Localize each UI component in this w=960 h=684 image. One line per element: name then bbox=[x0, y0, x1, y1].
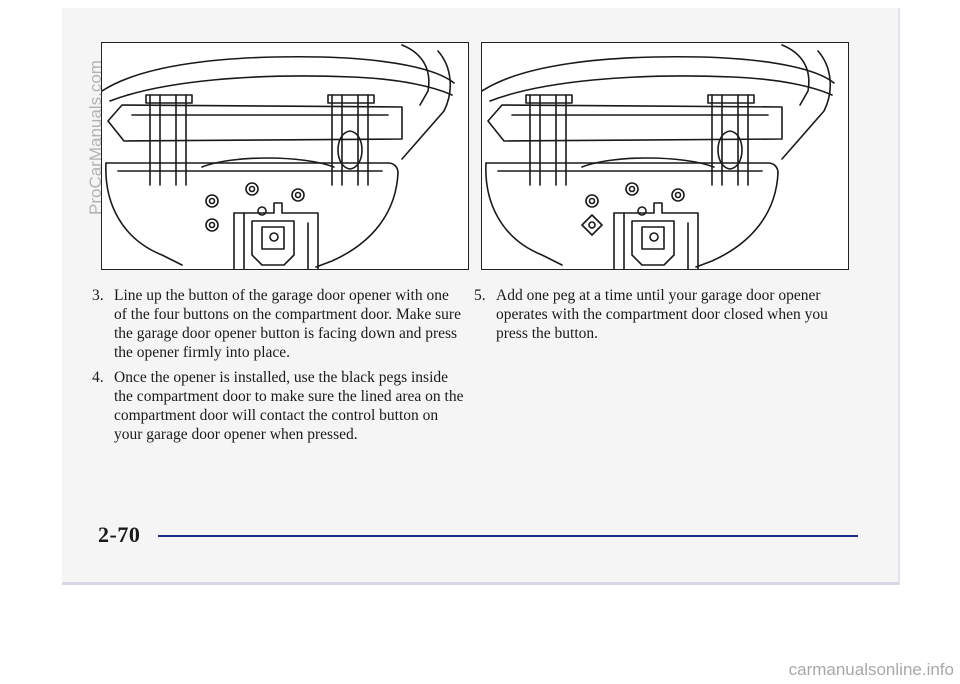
step-text: Once the opener is installed, use the black pegs inside the compartment door to make sure the lined area on the compartment door will contact the control button on your garage door opener when pressed. bbox=[114, 369, 464, 443]
compartment-illustration-left bbox=[101, 42, 469, 270]
footer-rule bbox=[158, 535, 858, 537]
page-footer bbox=[98, 520, 858, 548]
step-text: Add one peg at a time until your garage door opener operates with the compartment door closed when you press the button. bbox=[496, 287, 828, 342]
compartment-drawing-left bbox=[102, 43, 468, 269]
bottom-watermark: carmanualsonline.info bbox=[788, 660, 954, 679]
step-number: 3. bbox=[92, 287, 104, 304]
compartment-illustration-right bbox=[481, 42, 849, 270]
instruction-steps-right bbox=[474, 286, 856, 349]
instruction-steps-left bbox=[92, 286, 464, 450]
instruction-step bbox=[92, 286, 464, 362]
step-number: 5. bbox=[474, 287, 486, 304]
instruction-step bbox=[92, 368, 464, 444]
side-watermark: ProCarManuals.com bbox=[86, 60, 105, 215]
page-number: 2-70 bbox=[98, 522, 141, 547]
instruction-step bbox=[474, 286, 856, 343]
manual-page bbox=[62, 8, 900, 585]
step-text: Line up the button of the garage door opener with one of the four buttons on the compartment door. Make sure the garage door opener button is facing down and press the opener firmly into place. bbox=[114, 287, 461, 361]
compartment-drawing-right bbox=[482, 43, 848, 269]
step-number: 4. bbox=[92, 369, 104, 386]
